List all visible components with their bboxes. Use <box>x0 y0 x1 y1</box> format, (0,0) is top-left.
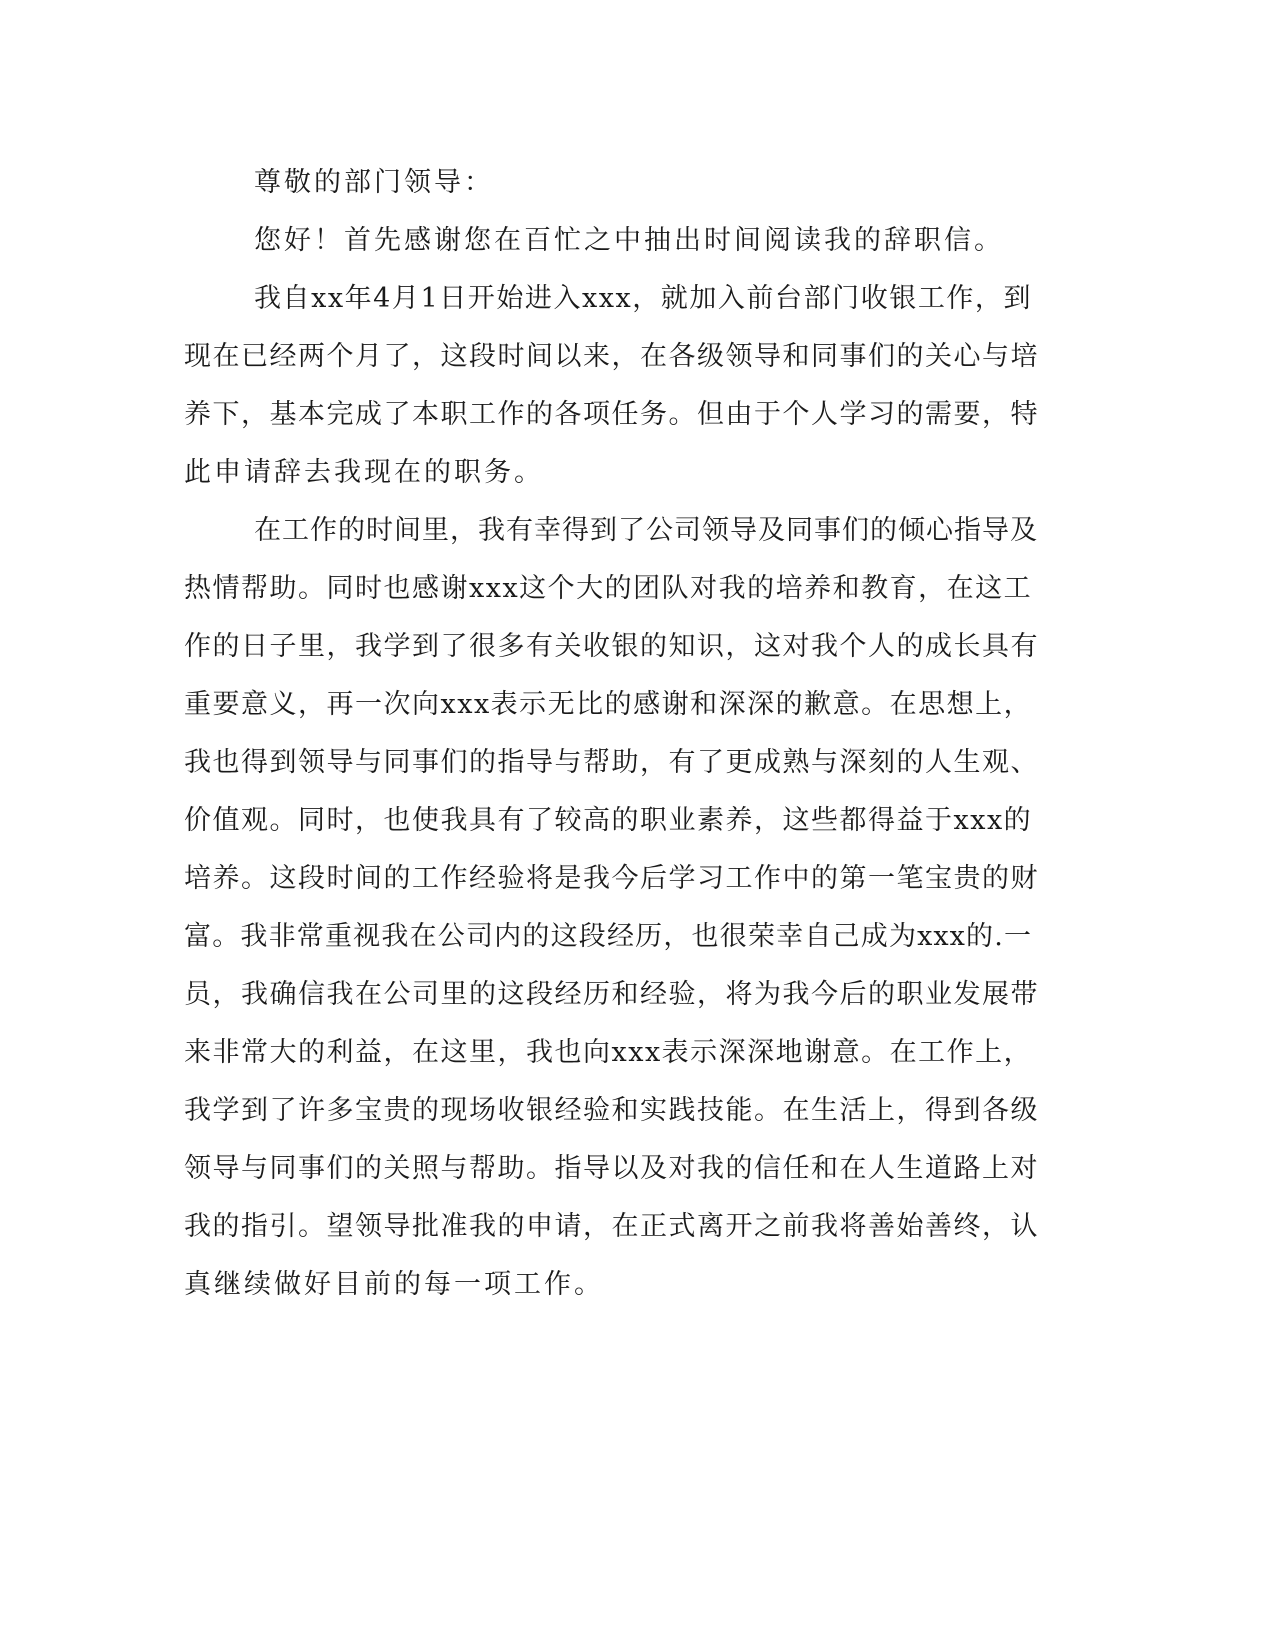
paragraph-2-line: 我的指引。望领导批准我的申请，在正式离开之前我将善始善终，认 <box>184 1211 1039 1242</box>
paragraph-1-line: 我自xx年4月1日开始进入xxx，就加入前台部门收银工作，到 <box>254 283 1032 314</box>
paragraph-2-line: 热情帮助。同时也感谢xxx这个大的团队对我的培养和教育，在这工 <box>184 573 1033 604</box>
paragraph-2-line: 员，我确信我在公司里的这段经历和经验，将为我今后的职业发展带 <box>184 979 1039 1010</box>
paragraph-2-line: 领导与同事们的关照与帮助。指导以及对我的信任和在人生道路上对 <box>184 1153 1039 1184</box>
paragraph-2-line: 重要意义，再一次向xxx表示无比的感谢和深深的歉意。在思想上， <box>184 689 1033 720</box>
salutation: 尊敬的部门领导： <box>254 167 494 198</box>
paragraph-1-line: 此申请辞去我现在的职务。 <box>184 457 544 488</box>
paragraph-2-line: 来非常大的利益，在这里，我也向xxx表示深深地谢意。在工作上， <box>184 1037 1033 1068</box>
paragraph-2-line: 真继续做好目前的每一项工作。 <box>184 1269 604 1300</box>
paragraph-2-line: 我学到了许多宝贵的现场收银经验和实践技能。在生活上，得到各级 <box>184 1095 1039 1126</box>
paragraph-2-line: 在工作的时间里，我有幸得到了公司领导及同事们的倾心指导及 <box>254 515 1038 546</box>
paragraph-2-line: 价值观。同时，也使我具有了较高的职业素养，这些都得益于xxx的 <box>184 805 1033 836</box>
greeting: 您好！首先感谢您在百忙之中抽出时间阅读我的辞职信。 <box>254 225 1004 256</box>
paragraph-2-line: 富。我非常重视我在公司内的这段经历，也很荣幸自己成为xxx的.一 <box>184 921 1032 952</box>
paragraph-2-line: 培养。这段时间的工作经验将是我今后学习工作中的第一笔宝贵的财 <box>184 863 1039 894</box>
paragraph-1-line: 养下，基本完成了本职工作的各项任务。但由于个人学习的需要，特 <box>184 399 1039 430</box>
paragraph-2-line: 我也得到领导与同事们的指导与帮助，有了更成熟与深刻的人生观、 <box>184 747 1039 778</box>
paragraph-1-line: 现在已经两个月了，这段时间以来，在各级领导和同事们的关心与培 <box>184 341 1039 372</box>
paragraph-2-line: 作的日子里，我学到了很多有关收银的知识，这对我个人的成长具有 <box>184 631 1039 662</box>
